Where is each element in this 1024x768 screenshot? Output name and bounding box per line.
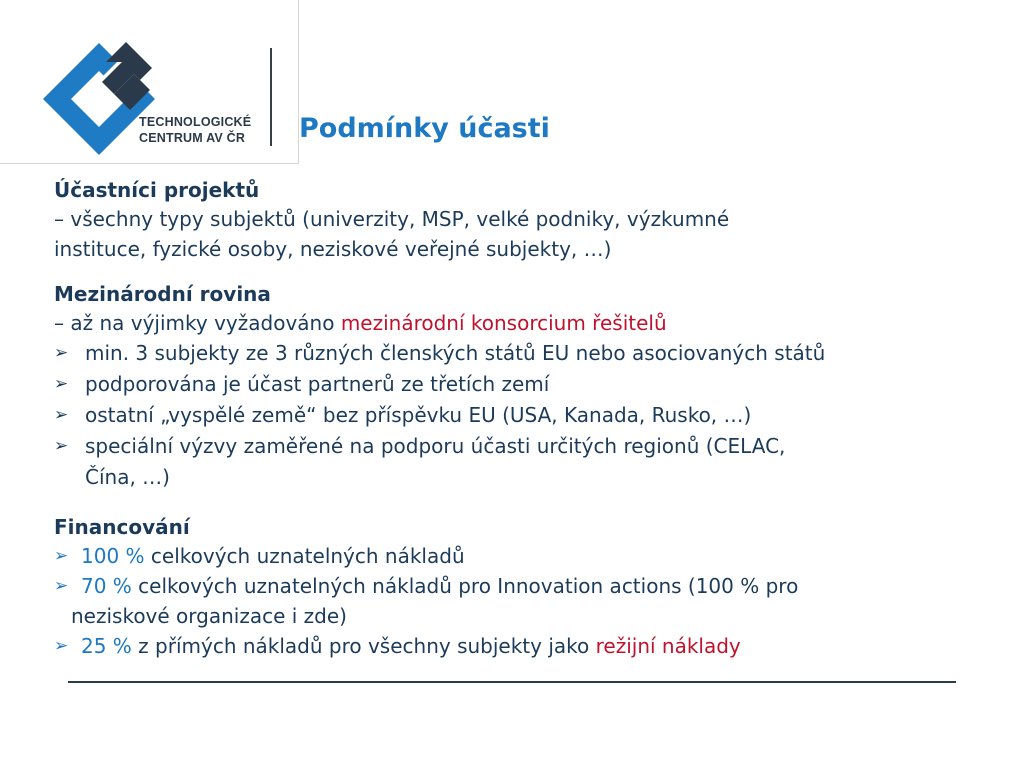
arrow-bullet-icon: ➢ <box>54 546 69 566</box>
arrow-bullet-icon: ➢ <box>54 576 69 596</box>
arrow-bullet-icon: ➢ <box>54 405 69 425</box>
financing-continuation: neziskové organizace i zde) <box>71 604 347 628</box>
slide-content <box>54 176 994 661</box>
list-item <box>54 338 994 369</box>
arrow-bullet-icon: ➢ <box>54 636 69 656</box>
list-item <box>54 431 994 493</box>
list-item <box>54 571 994 601</box>
bottom-divider <box>68 681 956 683</box>
list-item <box>54 631 994 661</box>
financing-text: celkových uznatelných nákladů <box>144 544 465 568</box>
financing-text: celkových uznatelných nákladů pro Innovation actions (100 % pro <box>131 574 799 598</box>
logo-divider <box>270 48 272 146</box>
financing-value: 70 % <box>81 574 132 598</box>
list-item <box>54 369 994 400</box>
financing-text: z přímých nákladů pro všechny subjekty jako <box>131 634 596 658</box>
logo-line-2: CENTRUM AV ČR <box>139 131 246 145</box>
financing-heading: Financování <box>54 515 190 539</box>
participants-heading: Účastníci projektů <box>54 178 260 202</box>
participants-line-1: – všechny typy subjektů (univerzity, MSP, velké podniky, výzkumné <box>54 207 730 231</box>
participants-line-2: instituce, fyzické osoby, neziskové veřejné subjekty, …) <box>54 237 612 261</box>
bullet-text-continuation: Čína, …) <box>85 465 170 489</box>
intro-prefix: – až na výjimky vyžadováno <box>54 311 341 335</box>
list-item <box>54 400 994 431</box>
bullet-text: podporována je účast partnerů ze třetích zemí <box>85 372 550 396</box>
arrow-bullet-icon: ➢ <box>54 374 69 394</box>
arrow-bullet-icon: ➢ <box>54 436 69 456</box>
logo <box>0 0 299 164</box>
international-intro <box>54 308 994 338</box>
international-heading: Mezinárodní rovina <box>54 282 271 306</box>
intro-highlight: mezinárodní konsorcium řešitelů <box>340 311 667 335</box>
financing-highlight: režijní náklady <box>595 634 741 658</box>
arrow-bullet-icon: ➢ <box>54 343 69 363</box>
bullet-text: ostatní „vyspělé země“ bez příspěvku EU (USA, Kanada, Rusko, …) <box>85 403 752 427</box>
list-item <box>54 541 994 571</box>
financing-value: 100 % <box>81 544 145 568</box>
logo-line-1: TECHNOLOGICKÉ <box>139 115 252 129</box>
financing-value: 25 % <box>81 634 132 658</box>
bullet-text: speciální výzvy zaměřené na podporu účasti určitých regionů (CELAC, <box>85 434 786 458</box>
logo-text <box>139 114 251 146</box>
bullet-text: min. 3 subjekty ze 3 různých členských států EU nebo asociovaných států <box>85 341 826 365</box>
page-title: Podmínky účasti <box>299 113 550 144</box>
